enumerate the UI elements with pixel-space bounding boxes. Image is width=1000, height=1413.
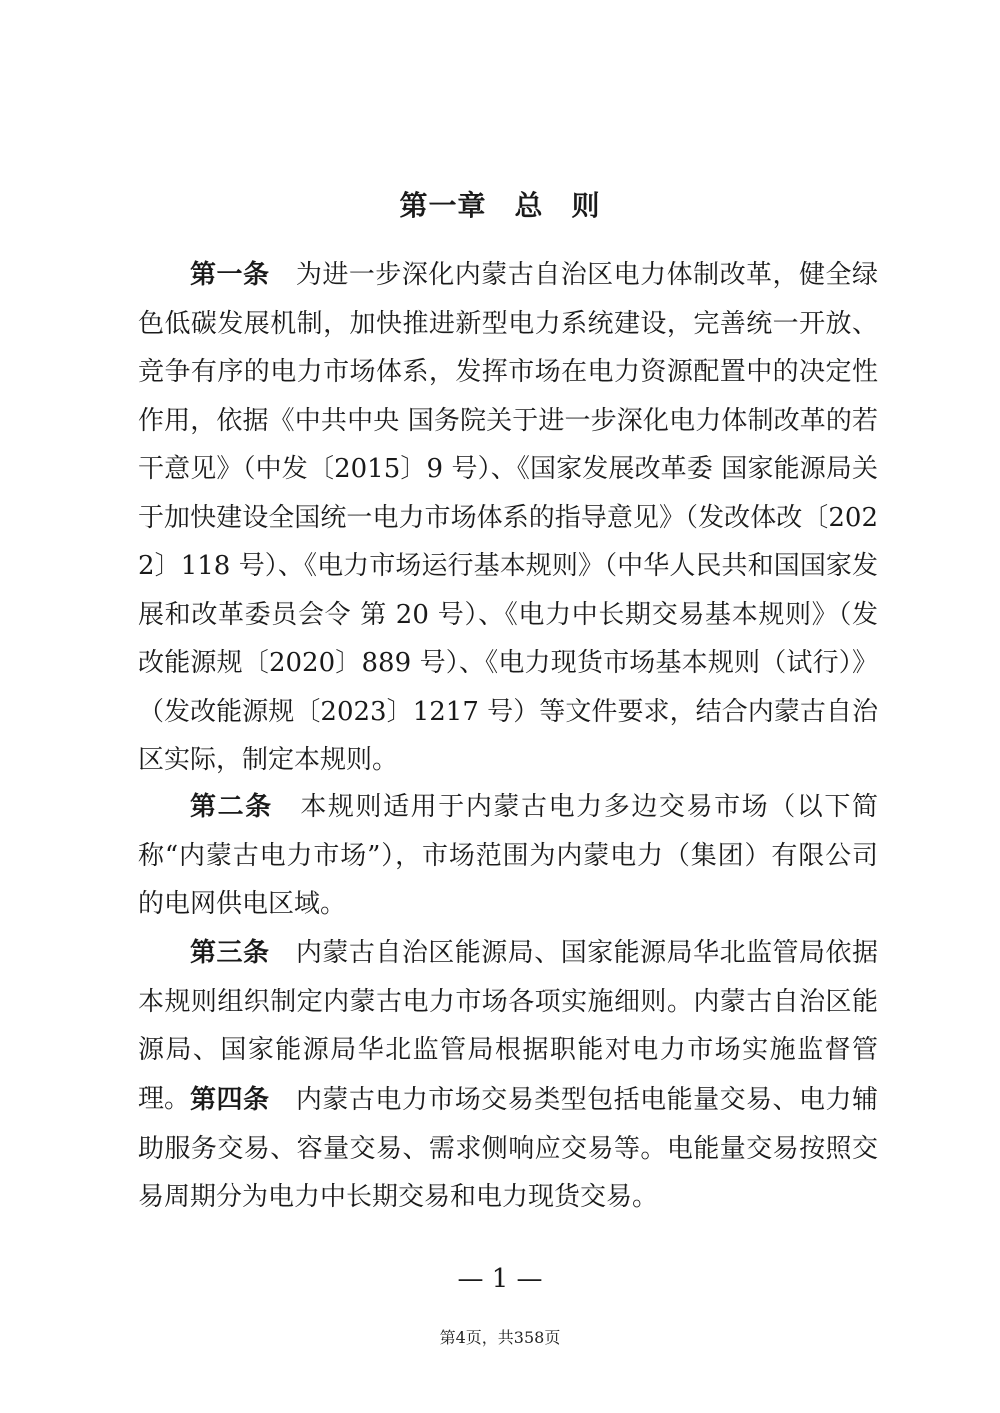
article-4-text: 内蒙古电力市场交易类型包括电能量交易、电力辅助服务交易、容量交易、需求侧响应交易等。电能量交易按照交易周期分为电力中长期交易和电力现货交易。 — [138, 1085, 878, 1212]
page-counter-footer: 第4页，共358页 — [439, 1328, 561, 1347]
article-2 — [138, 783, 878, 929]
article-2-text: 本规则适用于内蒙古电力多边交易市场（以下简称“内蒙古电力市场”），市场范围为内蒙电力（集团）有限公司的电网供电区域。 — [138, 792, 878, 919]
article-4 — [138, 1076, 878, 1222]
page-number: — 1 — — [457, 1264, 543, 1294]
article-1 — [138, 251, 878, 785]
article-2-label: 第二条 — [190, 792, 273, 822]
article-1-text: 为进一步深化内蒙古自治区电力体制改革，健全绿色低碳发展机制，加快推进新型电力系统建设，完善统一开放、竞争有序的电力市场体系，发挥市场在电力资源配置中的决定性作用，依据《中共中央 国务院关于进一步深化电力体制改革的若干意见》（中发〔2015〕9 号）、《国家发展改革委 国家能源局关于加快建设全国统一电力市场体系的指导意见》（发改体改〔2022〕118 号）、《电力市场运行基本规则》（中华人民共和国国家发展和改革委员会令 第 20 号）、《电力中长期交易基本规则》（发改能源规〔2020〕889 号）、《电力现货市场基本规则（试行）》（发改能源规〔2023〕1217 号）等文件要求，结合内蒙古自治区实际，制定本规则。 — [138, 260, 878, 775]
article-4-label: 第四条 — [190, 1085, 270, 1115]
article-3-label: 第三条 — [190, 938, 270, 968]
chapter-title — [0, 186, 1000, 226]
chapter-title-word-2: 则 — [571, 189, 601, 222]
article-3-text: 内蒙古自治区能源局、国家能源局华北监管局依据本规则组织制定内蒙古电力市场各项实施细则。内蒙古自治区能源局、国家能源局华北监管局根据职能对电力市场实施监督管理。 — [138, 938, 878, 1114]
article-1-label: 第一条 — [190, 260, 270, 290]
chapter-title-word-1: 总 — [514, 189, 544, 222]
chapter-title-number: 第一章 — [399, 189, 487, 222]
